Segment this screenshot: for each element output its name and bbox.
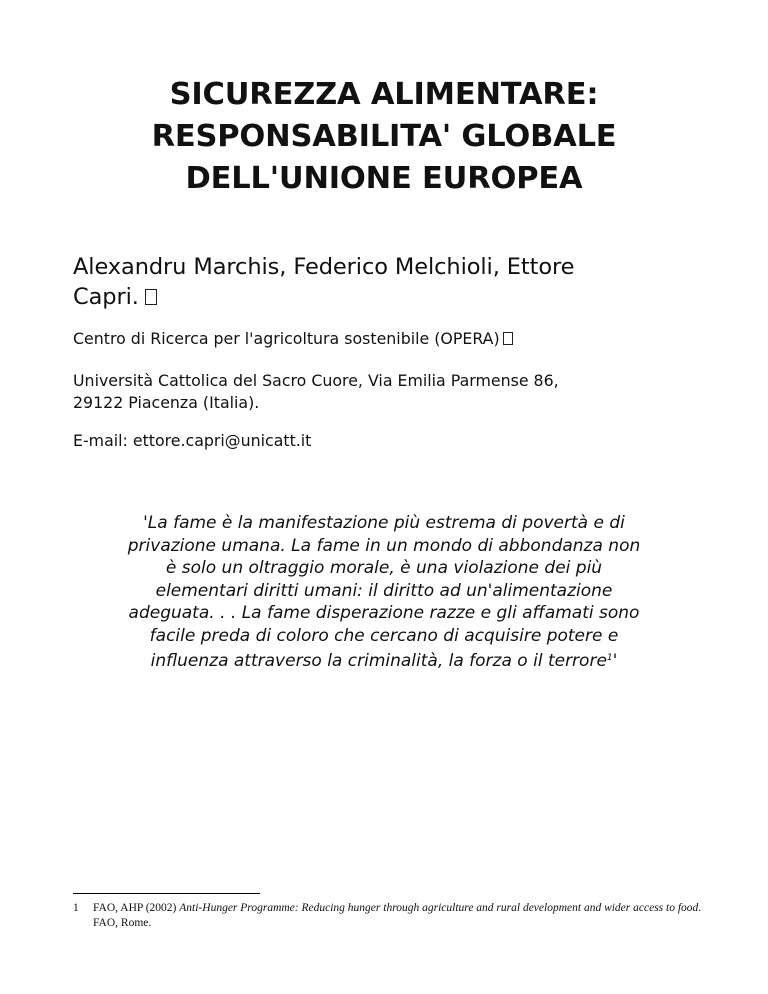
- missing-glyph-icon: [145, 289, 157, 305]
- contact-email: E-mail: ettore.capri@unicatt.it: [73, 431, 312, 450]
- epigraph-quote: [68, 512, 700, 673]
- authors-line-1: Alexandru Marchis, Federico Melchioli, Ettore: [73, 254, 575, 280]
- title-line: SICUREZZA ALIMENTARE:: [169, 77, 599, 112]
- missing-glyph-icon: [503, 332, 513, 345]
- quote-close: ': [612, 651, 618, 671]
- quote-line: facile preda di coloro che cercano di acquisire potere e: [149, 625, 619, 646]
- title-line: DELL'UNIONE EUROPEA: [185, 161, 583, 196]
- title-line: RESPONSABILITA' GLOBALE: [151, 119, 617, 154]
- authors: [73, 252, 693, 312]
- quote-line: adeguata. . . La fame disperazione razze e gli affamati sono: [128, 603, 640, 623]
- affiliation-center-text: Centro di Ricerca per l'agricoltura sostenibile (OPERA): [73, 329, 500, 348]
- affiliation-address-line-1: Università Cattolica del Sacro Cuore, Via Emilia Parmense 86,: [73, 371, 559, 390]
- footnote-title-part-1: Anti-Hunger Programme: Reducing hunger through agriculture and rural development and wider: [179, 902, 631, 914]
- footnote-number: 1: [73, 902, 79, 914]
- footnote-separator: [73, 893, 260, 894]
- footnote-reference[interactable]: 1: [606, 653, 613, 663]
- quote-line: privazione umana. La fame in un mondo di abbondanza non: [127, 535, 641, 556]
- affiliation-address-line-2: 29122 Piacenza (Italia).: [73, 393, 260, 412]
- footnote: [73, 901, 713, 931]
- document-title: [60, 74, 708, 200]
- affiliation-center: [73, 328, 713, 350]
- affiliation-address: [73, 370, 713, 414]
- footnote-text: [93, 901, 713, 931]
- quote-line: influenza attraverso la criminalità, la forza o il terrore: [150, 651, 607, 671]
- quote-line: è solo un oltraggio morale, è una violazione dei più: [165, 558, 603, 578]
- authors-line-2: Capri.: [73, 284, 139, 310]
- footnote-suffix: . FAO, Rome.: [93, 902, 702, 929]
- footnote-title-part-2: access to food: [633, 902, 699, 914]
- footnote-prefix: FAO, AHP (2002): [93, 902, 177, 914]
- quote-line: 'La fame è la manifestazione più estrema di povertà e di: [143, 513, 625, 533]
- quote-line: elementari diritti umani: il diritto ad un'alimentazione: [155, 580, 613, 601]
- quote-line-last: [68, 647, 700, 673]
